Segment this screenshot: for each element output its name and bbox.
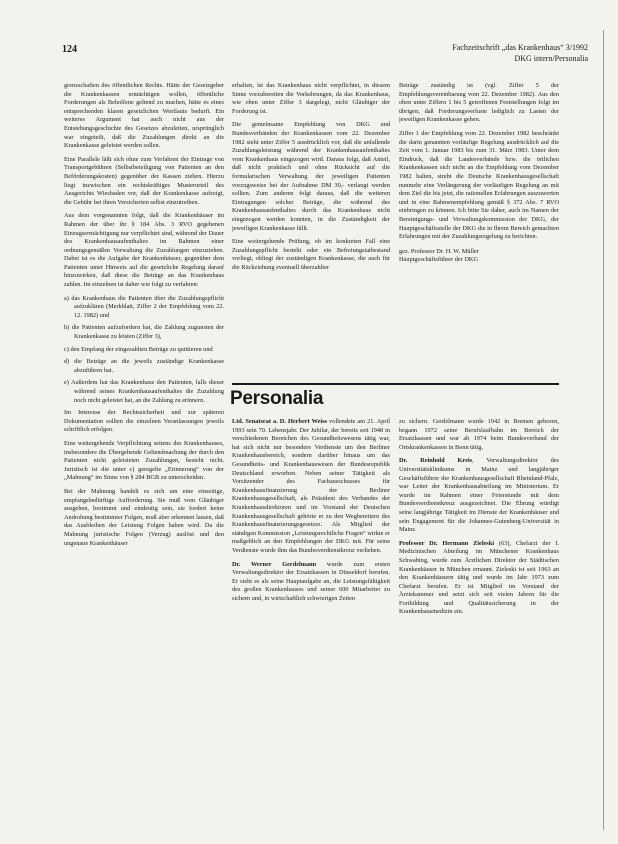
personalia-entry xyxy=(399,457,559,534)
section-rule xyxy=(232,383,559,385)
person-name: Dr. Werner Gerdelmann xyxy=(232,560,317,568)
list-item: a) das Krankenhaus die Patienten über die Zuzahlungspflicht aufzuklären (Merkblatt, Ziffer 2 der Empfehlung vom 22. 12. 1982) und xyxy=(64,294,224,319)
list-item: c) den Empfang der eingezahlten Beträge zu quittieren und xyxy=(64,345,213,353)
column-left xyxy=(64,82,224,827)
column-right-top xyxy=(399,82,559,370)
column-middle-top xyxy=(232,82,390,370)
person-name: Ltd. Senatsrat a. D. Herbert Weiss xyxy=(232,418,328,425)
personalia-entry xyxy=(232,418,390,556)
personalia-entry xyxy=(399,418,559,452)
paragraph: erhalten, ist das Krankenhaus nicht verpflichtet, in diesem Sinne vorzubereiten die Vorkehrungen, da das Krankenhaus, wie oben unter Ziffer 3 dargelegt, nicht Gläubiger der Forderung ist. xyxy=(232,82,390,115)
paragraph: Eine Parallele läßt sich ohne zum Verfahren der Eintrage von Transportgebühren (Selbstbeteiligung von Patienten an den Beförderungskosten) gegenüber der Kassen ziehen. Hierzu liegt inzwischen ein rechtskräftiges Musterurteil des Ausgerichts Wiesbaden vor, daß der Krankenkasse aufzeigt, die Gebühr bei ihren Versicherten selbst einzutreiben. xyxy=(64,155,224,206)
section-label: DKG intern/Personalia xyxy=(514,54,588,63)
page-edge-line xyxy=(603,30,604,830)
signature: gez. Professor Dr. H. W. Müller Hauptgeschäftsführer der DKG xyxy=(399,247,479,264)
entry-text: vollendete am 21. April 1993 sein 70. Lebensjahr. Der Jubilar, der bereits seit 1948 in verschiedenen Bereichen des Gesundheitswesens tätig war, hat sich nicht nur besondere Verdienste um den Berliner Krankenhausbereich, sondern darüber hinaus um das Gesundheits- und Krankenhauswesen der Bundesrepublik Deutschland erworben. Neben seiner Tätigkeit als Vorsitzender des Fachausschusses für Krankenhausfinanzierung der Berliner Krankenhausgesellschaft, als Präsident des Verbandes der Krankenhausdirektoren und im Vorstand der Deutschen Krankenhausgesellschaft gehörte er zu den Wegbereitern des Krankenhausfinanzierungsgesetzes. Als Mitglied der ständigen Kommission „Leistungsrechtliche Fragen“ wirkte er maßgeblich an den Empfehlungen der DKG mit. Für seine Verdienste wurde ihm das Bundesverdienstkreuz verliehen. xyxy=(232,418,390,554)
list-item: d) die Beträge an die jeweils zuständige Krankenkasse abzuführen hat. xyxy=(64,358,224,374)
list-item: b) die Patienten aufzufordern hat, die Zahlung zugunsten der Krankenkasse zu leisten (Ziffer 3), xyxy=(64,324,224,341)
entry-text: zu sichern. Gerdelmann wurde 1942 in Bremen geboren, begann 1972 seine Berufslaufbahn im Bereich der Ersatzkassen und war ab 1974 beim Bundesverband der Ortskrankenkassen in Bonn tätig. xyxy=(399,418,559,451)
entry-text: wurde zum ersten Verwaltungsdirektor der Ersatzkassen in Düsseldorf berufen. Er sieht es als seine Hauptaufgabe an, die Leistungsfähigkeit des großen Krankenhauses und seiner 600 Mitarbeiter zu sichern und, in wirtschaftlich schwierigen Zeiten xyxy=(232,560,390,602)
running-head xyxy=(452,42,588,64)
column-middle-personalia xyxy=(232,418,390,828)
paragraph: Eine weitergehende Verpflichtung seitens des Krankenhauses, insbesondere die Übergehende Geltendmachung der durch den Patienten nicht geleisteten Zuzahlungen, besteht nicht. Juristisch ist die unter c) geregelte „Erinnerung“ von der „Mahnung“ im Sinne von § 284 BGB zu unterscheiden. xyxy=(64,439,224,482)
paragraph: Im Interesse der Rechtssicherheit und zur späteren Dokumentation sollten die einzelnen Veranlassungen jeweils schriftlich erfolgen. xyxy=(64,409,224,434)
paragraph: Beträge zuständig ist (vgl. Ziffer 5 der Empfehlungsvereinbarung vom 22. Dezember 1982). Aus den oben unter Ziffern 1 bis 5 getroffenen Feststellungen folgt im übrigen, daß Forderungsverluste lediglich zu Lasten der jeweiligen Krankenkasse gehen. xyxy=(399,82,559,124)
person-name: Dr. Reinhold Kreis xyxy=(399,457,473,465)
paragraph: Die gemeinsame Empfehlung von DKG und Bundesverbänden der Krankenkassen vom 22. Dezember 1982 sieht unter Ziffer 5 ausdrücklich vor, daß die anfallende Zuzahlungsleistung während der Krankenhausaufenthaltes vom Krankenhaus eingezogen wird. Daraus folgt, daß Anteil, daß nicht praktisch und ohne Rücksicht auf die formularischen Verwaltung der jeweiligen Patienten vorzugsweise bei der Aufnahme DM 30,- verlangt werden sollten. Zum anderen folgt daraus, daß die weiteren Eintragungen solcher Beträge, die während des Krankenhausaufenthaltes durch das Krankenhaus nicht eingezogen werden konnten, in die Zuständigkeit der jeweiligen Krankenkasse fällt. xyxy=(232,121,390,232)
paragraph: Bei der Mahnung handelt es sich um eine einseitige, empfangsbedürftige Aufforderung. Sie muß vom Gläubiger ausgehen, bestimmt und eindeutig sein, sie fordert keine Androhung bestimmter Folgen, muß aber erkennen lassen, daß das Ausbleiben der Leistung Folgen haben wird. Da die Mahnung juristische Folgen (Verzug) auslöst und den ungenaue Krankenhäuser xyxy=(64,487,224,547)
paragraph: Eine weitergehende Prüfung, ob im konkreten Fall eine Zuzahlungspflicht besteht oder ein Befreiungstatbestand vorliegt, obliegt der zuständigen Krankenkasse, die auch für die Rückziehung eventuell überzahlter xyxy=(232,238,390,271)
column-right-personalia xyxy=(399,418,559,828)
page-number: 124 xyxy=(62,44,77,55)
personalia-entry xyxy=(232,561,390,604)
list-item: e) Außerdem hat das Krankenhaus den Patienten, falls dieser während seines Krankenhausaufenthaltes die Zuzahlung noch nicht geleistet hat, an die Zahlung zu erinnern. xyxy=(64,379,224,404)
person-name: Professor Dr. Hermann Zieleski xyxy=(399,539,495,547)
entry-text: , Verwaltungsdirektor des Universitätsklinikums in Mainz und langjähriger Geschäftsführer der Krankenhausgesellschaft Rheinland-Pfalz, war Leiter der Krankenhausabteilung im Ministerium. Er wurde im Rahmen einer Feierstunde mit dem Bundesverdienstkreuz ausgezeichnet. Die Ehrung würdigt seine langjährige Tätigkeit im Dienste der Krankenhäuser und sein Engagement für die Johannes-Gutenberg-Universität in Mainz. xyxy=(399,457,559,534)
personalia-entry xyxy=(399,540,559,617)
journal-title: Fachzeitschrift „das Krankenhaus“ 3/1992 xyxy=(452,43,588,52)
paragraph: Aus dem vorgenannten folgt, daß die Krankenhäuser im Rahmen der über ihr § 184 Abs. 3 RVO gegebenen Einzugsermächtigung nur verpflichtet sind, während der Dauer des Krankenhausaufenthaltes im Rahmen einer ordnungsgemäßen Verwaltung die Zuzahlungen einzuziehen. Dabei ist es die Aufgabe der Krankenhäuser, gegenüber dem Patienten unter Hinweis auf die gesetzliche Regelung darauf hinzuwirken, daß diese die Beträge an das Krankenhaus zahlen. Im einzelnen ist daher wie folgt zu verfahren: xyxy=(64,212,224,289)
entry-text: (63), Chefarzt der I. Medizinischen Abteilung im Münchener Krankenhaus Schwabing, wurde zum Ärztlichen Direktor der Städtischen Krankenhäuser in München ernannt. Zieleski ist seit 1963 an den Krankenhäusern tätig und wurde im Jahr 1973 zum Chefarzt berufen. Er ist Mitglied im Vorstand der Ärztekammer und setzt sich seit vielen Jahren für die Fortbildung und Qualitätssicherung in der Krankenhausmedizin ein. xyxy=(399,539,559,616)
paragraph: grenzschaften des öffentlichen Rechts. Hätte der Gesetzgeber die Krankenkassen ermächtigen wollen, öffentliche Forderungen als Beholfene geltend zu machen, hätte es eines entsprechenden klaren gesetzlichen Wortlauts bedurft. Ein weiteres Argument hat auch nicht aus der Entstehungsgeschichte des Gesetzes abzuleiten, ursprünglich war eingeteilt, daß die Zuzahlungen direkt an die Krankenkasse geleistet werden sollen. xyxy=(64,82,224,150)
section-title: Personalia xyxy=(230,388,324,409)
paragraph: Ziffer 1 der Empfehlung vom 22. Dezember 1982 beschränkt die darin genannten vorläufige Regelung ausdrücklich auf die Zeit vom 1. Januar 1983 bis zum 31. März 1983. Unter dem Eindruck, daß die Landesverbände bzw. die örtlichen Krankenkassen sich nicht an die Empfehlung vom Dezember 1982 halten, strebt die Deutsche Krankenhausgesellschaft nunmehr eine Verlängerung der vorläufigen Regelung an mit dem Ziel die bis jetzt, die rationellen Erfahrungen auszuwerten und in eine Rahmenempfehlung gemäß § 372 Abs. 7 RVO einbringen zu können. Ich bitte Sie daher, auch im Namen der Bereinigungs- und Verwaltungskommission der DKG, der Hauptgeschäftsstelle der DKG die in Ihrem Bereich gemachten Erfahrungen mit der Zuzahlungsregelung zu berichten. xyxy=(399,129,559,241)
